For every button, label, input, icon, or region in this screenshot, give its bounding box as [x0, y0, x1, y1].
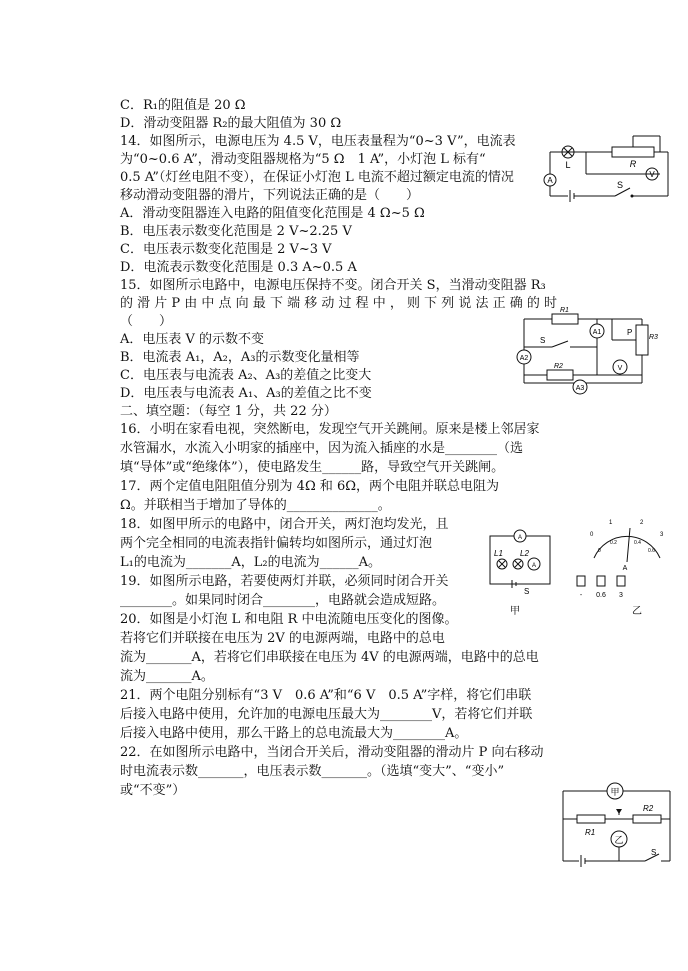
text-line: B．电流表 A₁，A₂，A₃的示数变化量相等 — [120, 350, 360, 365]
ammeter-label: A — [547, 176, 553, 185]
meter-unit-label: A — [622, 565, 628, 572]
scale-bottom-0: 0 — [598, 548, 601, 554]
text-line: 流为_______A，若将它们串联接在电压为 4V 的电源两端，电路中的总电 — [120, 650, 539, 665]
voltmeter-label: V — [649, 170, 655, 179]
circuit-figure-14 — [540, 128, 675, 206]
r2-label: R2 — [554, 363, 563, 370]
figure-yi-label: 乙 — [632, 606, 642, 617]
section-heading: 二、填空题：（每空 1 分，共 22 分） — [120, 404, 337, 419]
terminal-06-label: 0.6 — [596, 592, 606, 599]
circuit-figure-22 — [555, 777, 680, 867]
text-line: 14．如图所示，电源电压为 4.5 V，电压表量程为“0~3 V”，电流表 — [120, 134, 516, 149]
text-line: 两个完全相同的电流表指针偏转均如图所示，通过灯泡 — [120, 536, 433, 551]
text-line: A．电压表 V 的示数不变 — [120, 332, 265, 347]
text-line: 21．两个电阻分别标有“3 V 0.6 A”和“6 V 0.5 A”字样，将它们串联 — [120, 688, 532, 703]
text-line: 0.5 A”（灯丝电阻不变），在保证小灯泡 L 电流不超过额定电流的情况 — [120, 170, 514, 185]
text-line: 20．如图是小灯泡 L 和电阻 R 中电流随电压变化的图像。 — [120, 612, 458, 627]
r1-label: R1 — [560, 307, 569, 314]
slider-p-label: P — [627, 328, 633, 337]
text-line: 后接入电路中使用，允许加的电源电压最大为________V，若将它们并联 — [120, 707, 533, 722]
figure-jia-label: 甲 — [510, 606, 520, 617]
text-line: 时电流表示数_______，电压表示数_______。（选填“变大”、“变小” — [120, 764, 505, 779]
lamp-label: L — [565, 160, 571, 170]
r1-label: R1 — [585, 828, 596, 837]
meter-yi-label: 乙 — [614, 835, 624, 845]
text-line: 流为_______A。 — [120, 669, 214, 684]
switch-label: S — [651, 848, 657, 857]
circuit-figure-15 — [512, 305, 657, 397]
text-line: 15．如图所示电路中，电源电压保持不变。闭合开关 S，当滑动变阻器 R₃ — [120, 278, 546, 293]
switch-label: S — [524, 587, 530, 596]
text-line: 22．在如图所示电路中，当闭合开关后，滑动变阻器的滑动片 P 向右移动 — [120, 745, 544, 760]
text-line: D．电流表示数变化范围是 0.3 A~0.5 A — [120, 260, 357, 275]
ammeter-branch-label: A — [531, 563, 537, 569]
text-line: 移动滑动变阻器的滑片，下列说法正确的是（ ） — [120, 188, 420, 203]
text-line: 16．小明在家看电视，突然断电，发现空气开关跳闸。原来是楼上邻居家 — [120, 422, 540, 437]
text-line: D．滑动变阻器 R₂的最大阻值为 30 Ω — [120, 116, 342, 131]
text-line: 19．如图所示电路，若要使两灯并联，必须同时闭合开关 — [120, 574, 449, 589]
text-line: 17．两个定值电阻阻值分别为 4Ω 和 6Ω，两个电阻并联总电阻为 — [120, 479, 500, 494]
ammeter-a1-label: A1 — [592, 329, 602, 336]
rheostat-label: R — [629, 159, 637, 169]
l2-label: L2 — [520, 549, 529, 558]
text-line: 为“0~0.6 A”，滑动变阻器规格为“5 Ω 1 A”，小灯泡 L 标有“ — [120, 152, 486, 167]
text-line: Ω。并联相当于增加了导体的______________。 — [120, 498, 391, 513]
l1-label: L1 — [494, 549, 503, 558]
text-line: C．电压表与电流表 A₂、A₃的差值之比变大 — [120, 368, 372, 383]
r3-label: R3 — [649, 334, 658, 341]
scale-top-3: 3 — [660, 532, 664, 538]
text-line: C．电压表示数变化范围是 2 V~3 V — [120, 242, 332, 257]
text-line: 的 滑 片 P 由 中 点 向 最 下 端 移 动 过 程 中 ， 则 下 列 说 法 正 确 的 时 — [120, 296, 558, 311]
text-line: 填“导体”或“绝缘体”），使电路发生______路，导致空气开关跳闸。 — [120, 460, 505, 475]
text-line: （ ） — [120, 314, 173, 329]
text-line: ________。如果同时闭合________，电路就会造成短路。 — [120, 593, 446, 608]
scale-bottom-1: 0.2 — [610, 540, 617, 546]
text-line: L₁的电流为_______A，L₂的电流为______A。 — [120, 555, 381, 570]
r2-label: R2 — [643, 804, 654, 813]
ammeter-a2-label: A2 — [519, 355, 529, 362]
ammeter-a3-label: A3 — [575, 385, 585, 392]
scale-top-0: 0 — [590, 532, 594, 538]
scale-top-2: 2 — [640, 520, 644, 526]
text-line: 水管漏水，水流入小明家的插座中，因为流入插座的水是________（选 — [120, 441, 524, 456]
text-line: 后接入电路中使用，那么干路上的总电流最大为________A。 — [120, 726, 468, 741]
terminal-3-label: 3 — [619, 592, 623, 599]
circuit-figure-18 — [484, 514, 674, 620]
text-line: 若将它们并联接在电压为 2V 的电源两端，电路中的总电 — [120, 631, 445, 646]
switch-label: S — [616, 180, 624, 190]
ammeter-top-label: A — [517, 535, 523, 541]
text-line: B．电压表示数变化范围是 2 V~2.25 V — [120, 224, 352, 239]
scale-bottom-2: 0.4 — [634, 540, 641, 546]
text-line: D．电压表与电流表 A₁、A₃的差值之比不变 — [120, 386, 372, 401]
switch-label: S — [540, 336, 546, 345]
terminal-minus-label: - — [579, 592, 583, 599]
text-line: 或“不变”） — [120, 783, 186, 798]
text-line: A．滑动变阻器连入电路的阻值变化范围是 4 Ω~5 Ω — [120, 206, 425, 221]
text-line: 18．如图甲所示的电路中，闭合开关，两灯泡均发光，且 — [120, 517, 449, 532]
voltmeter-label: V — [617, 365, 623, 372]
text-line: C．R₁的阻值是 20 Ω — [120, 98, 246, 113]
meter-jia-label: 甲 — [610, 787, 620, 797]
scale-bottom-3: 0.6 — [648, 548, 655, 554]
scale-top-1: 1 — [609, 520, 613, 526]
